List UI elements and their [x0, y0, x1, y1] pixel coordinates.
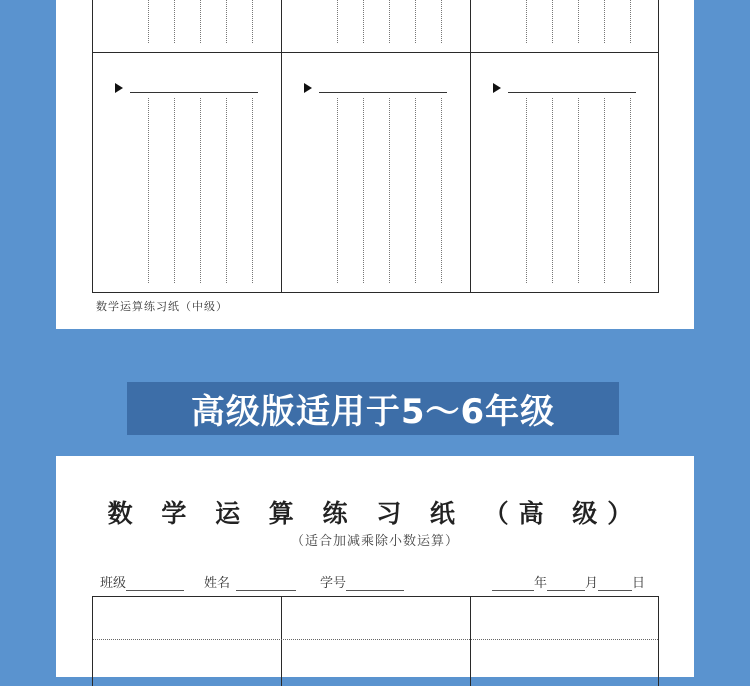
dotted-guide: [363, 98, 364, 283]
class-blank[interactable]: [126, 577, 184, 591]
dotted-guide: [604, 98, 605, 283]
dotted-guide: [415, 98, 416, 283]
name-field[interactable]: [204, 572, 296, 591]
worksheet-advanced: [56, 456, 694, 677]
dotted-guide: [578, 98, 579, 283]
dotted-guide: [252, 0, 253, 43]
grade-banner: 高级版适用于5～6年级: [127, 382, 619, 435]
dotted-guide: [526, 98, 527, 283]
worksheet-intermediate: [56, 0, 694, 329]
grid-divider: [470, 0, 471, 292]
play-arrow-icon: [304, 83, 312, 93]
dotted-guide: [630, 0, 631, 43]
student-no-field[interactable]: [320, 572, 404, 591]
student-no-label: 学号: [320, 576, 347, 591]
dotted-guide: [415, 0, 416, 43]
answer-line: [130, 92, 258, 93]
grid-divider: [470, 597, 471, 686]
year-label: 年: [534, 576, 548, 591]
dotted-guide: [552, 0, 553, 43]
name-label: 姓名: [204, 576, 231, 591]
dotted-guide: [337, 0, 338, 43]
dotted-guide: [389, 0, 390, 43]
grid-divider: [281, 0, 282, 292]
problem-grid-intermediate: [92, 0, 659, 293]
dotted-guide: [226, 0, 227, 43]
dotted-guide: [226, 98, 227, 283]
page-title: 数 学 运 算 练 习 纸 （高 级）: [107, 499, 643, 528]
dotted-guide: [604, 0, 605, 43]
name-blank[interactable]: [236, 577, 296, 591]
dotted-guide: [363, 0, 364, 43]
dotted-guide: [148, 98, 149, 283]
dotted-guide: [441, 0, 442, 43]
answer-line: [508, 92, 636, 93]
grid-divider: [93, 52, 658, 53]
dotted-guide: [337, 98, 338, 283]
dotted-guide: [578, 0, 579, 43]
dotted-guide: [526, 0, 527, 43]
dotted-guide: [441, 98, 442, 283]
year-blank[interactable]: [492, 577, 534, 591]
class-field[interactable]: [100, 572, 184, 591]
page-subtitle: （适合加减乘除小数运算）: [290, 534, 459, 549]
dotted-guide: [148, 0, 149, 43]
day-blank[interactable]: [598, 577, 632, 591]
student-no-blank[interactable]: [346, 577, 404, 591]
class-label: 班级: [100, 576, 127, 591]
month-blank[interactable]: [547, 577, 585, 591]
dotted-guide: [174, 98, 175, 283]
sheet-caption: 数学运算练习纸（中级）: [96, 300, 228, 313]
play-arrow-icon: [493, 83, 501, 93]
dotted-guide: [252, 98, 253, 283]
month-label: 月: [585, 576, 599, 591]
dotted-guide: [389, 98, 390, 283]
play-arrow-icon: [115, 83, 123, 93]
answer-line: [319, 92, 447, 93]
dotted-guide: [630, 98, 631, 283]
dotted-divider: [93, 639, 658, 640]
day-label: 日: [632, 576, 646, 591]
grid-divider: [281, 597, 282, 686]
dotted-guide: [200, 98, 201, 283]
dotted-guide: [552, 98, 553, 283]
dotted-guide: [174, 0, 175, 43]
dotted-guide: [200, 0, 201, 43]
problem-grid-advanced: [92, 596, 659, 686]
date-field[interactable]: [492, 572, 645, 591]
